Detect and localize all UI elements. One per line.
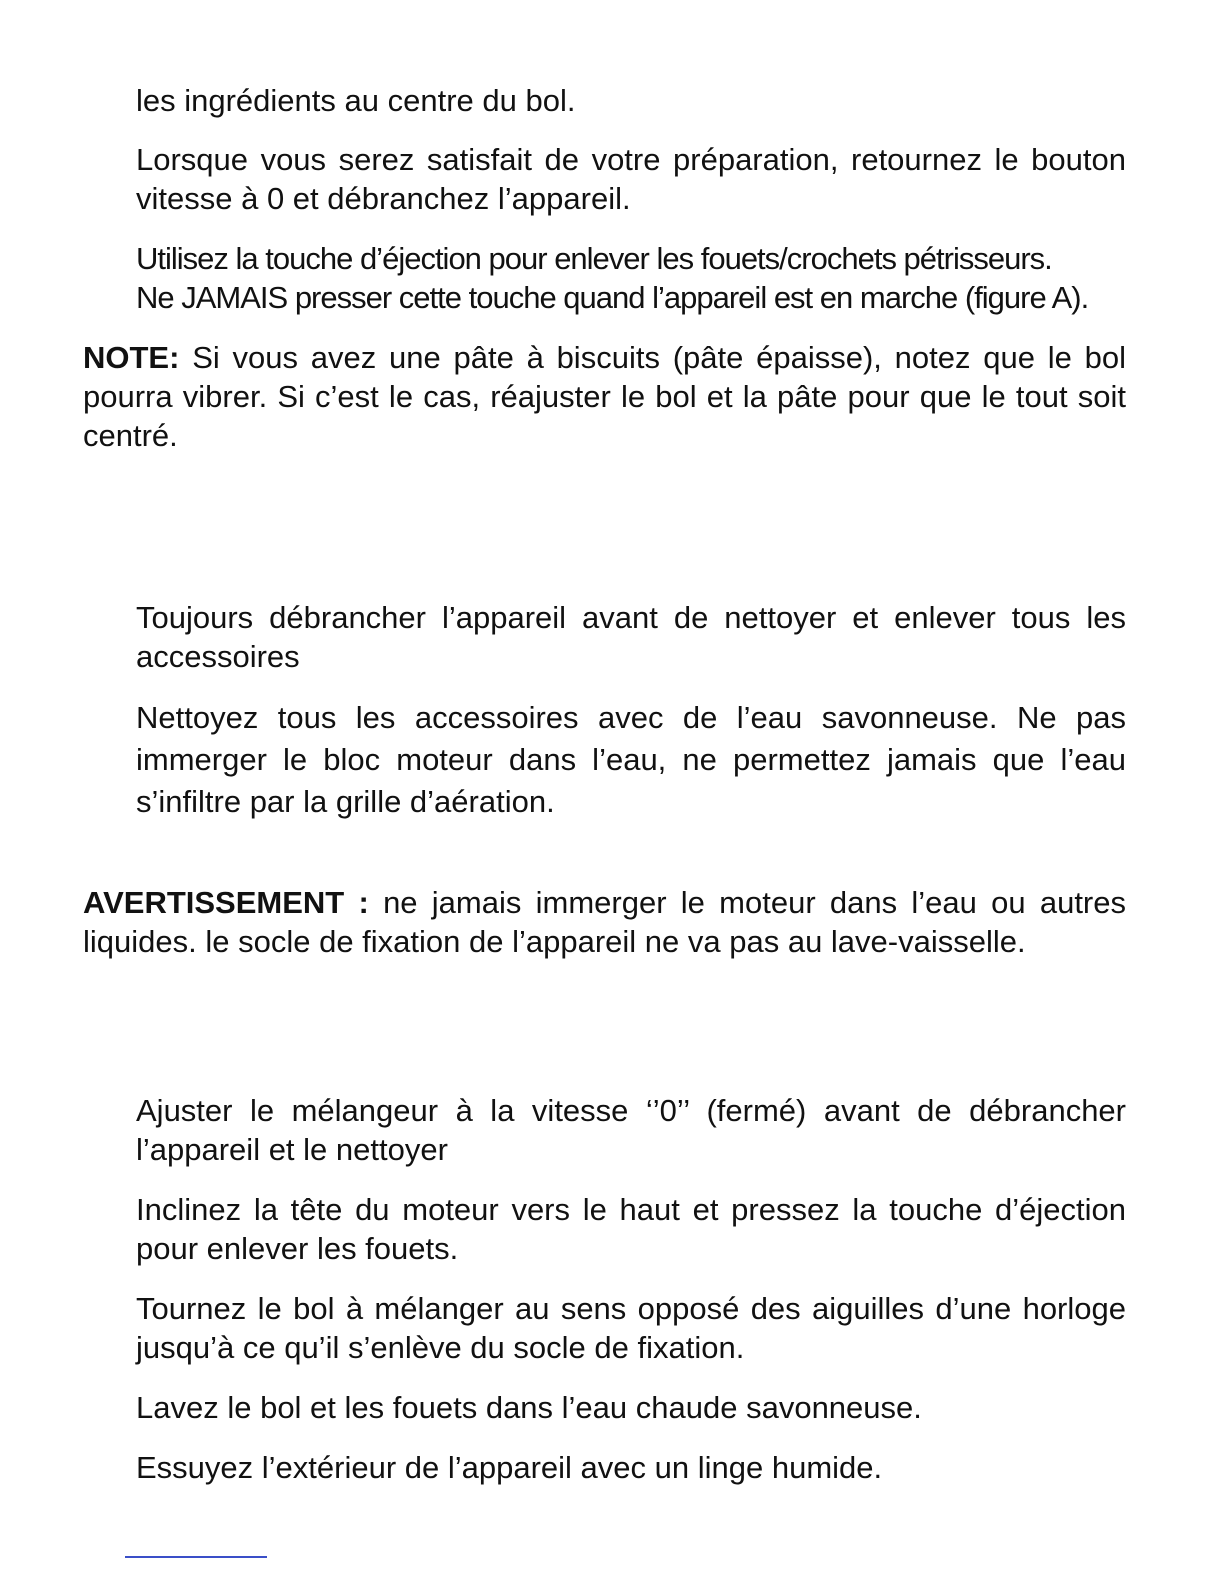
paragraph-clean-accessories: Nettoyez tous les accessoires avec de l’eau savonneuse. Ne pas immerger le bloc moteur dans l’eau, ne permettez jamais que l’eau s’infiltre par la grille d’aération. <box>136 700 1126 819</box>
paragraph-wipe-exterior: Essuyez l’extérieur de l’appareil avec un linge humide. <box>136 1450 883 1485</box>
note-text: Si vous avez une pâte à biscuits (pâte épaisse), notez que le bol pourra vibrer. Si c’est le cas, réajuster le bol et la pâte pour que le tout soit centré. <box>83 340 1126 453</box>
warning-paragraph <box>83 883 1126 961</box>
paragraph-ejection <box>136 239 1126 317</box>
paragraph-wash-bowl: Lavez le bol et les fouets dans l’eau chaude savonneuse. <box>136 1390 922 1425</box>
ejection-line-1: Utilisez la touche d’éjection pour enlever les fouets/crochets pétrisseurs. <box>136 241 1052 276</box>
paragraph-satisfied: Lorsque vous serez satisfait de votre préparation, retournez le bouton vitesse à 0 et débranchez l’appareil. <box>136 142 1126 216</box>
warning-text: ne jamais immerger le moteur dans l’eau ou autres liquides. le socle de fixation de l’appareil ne va pas au lave-vaisselle. <box>83 885 1126 959</box>
warning-label: AVERTISSEMENT : <box>83 885 369 920</box>
note-label: NOTE: <box>83 340 180 375</box>
ejection-line-2: Ne JAMAIS presser cette touche quand l’appareil est en marche (figure A). <box>136 280 1089 315</box>
paragraph-ingredients: les ingrédients au centre du bol. <box>136 83 576 118</box>
paragraph-tilt-head: Inclinez la tête du moteur vers le haut et pressez la touche d’éjection pour enlever les fouets. <box>136 1192 1126 1266</box>
paragraph-unplug: Toujours débrancher l’appareil avant de nettoyer et enlever tous les accessoires <box>136 600 1126 674</box>
footer-rule <box>125 1556 267 1558</box>
paragraph-turn-bowl: Tournez le bol à mélanger au sens opposé des aiguilles d’une horloge jusqu’à ce qu’il s’enlève du socle de fixation. <box>136 1291 1126 1365</box>
paragraph-speed-zero: Ajuster le mélangeur à la vitesse ‘’0’’ (fermé) avant de débrancher l’appareil et le nettoyer <box>136 1093 1126 1167</box>
note-paragraph <box>83 338 1126 455</box>
